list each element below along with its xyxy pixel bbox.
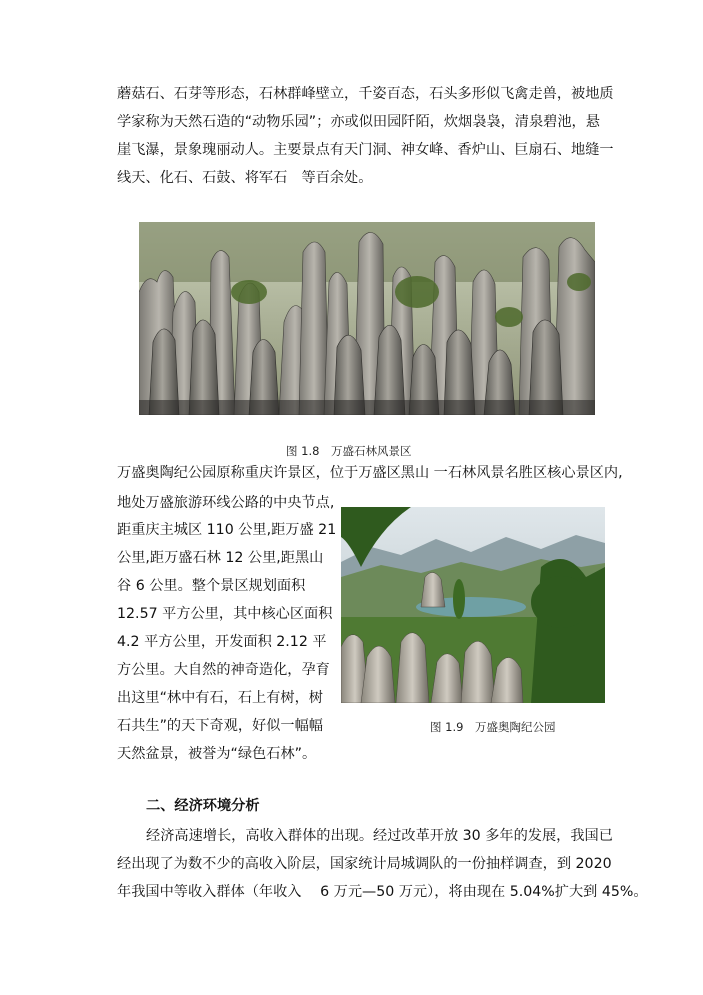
aotao-line-11: 天然盆景，被誉为“绿色石林”。 [117, 746, 317, 762]
aotao-line-9: 出这里“林中有石，石上有树，树 [117, 690, 323, 706]
aotao-line-8: 方公里。大自然的神奇造化，孕育 [117, 662, 330, 678]
figure-1-8-caption: 图 1.8 万盛石林风景区 [286, 444, 412, 458]
section-2-line-3: 年我国中等收入群体（年收入 6 万元—50 万元），将由现在 5.04%扩大到 45%。 [117, 884, 648, 900]
section-2-heading: 二、经济环境分析 [146, 798, 260, 814]
intro-line-3: 崖飞瀑，景象瑰丽动人。主要景点有天门洞、神女峰、香炉山、巨扇石、地缝一 [117, 142, 614, 158]
intro-line-1: 蘑菇石、石芽等形态，石林群峰壁立，千姿百态，石头多形似飞禽走兽，被地质 [117, 86, 614, 102]
aotao-line-7: 4.2 平方公里，开发面积 2.12 平 [117, 634, 327, 650]
aotao-line-2: 地处万盛旅游环线公路的中央节点, [117, 495, 335, 511]
section-2-line-2: 经出现了为数不少的高收入阶层，国家统计局城调队的一份抽样调查，到 2020 [117, 856, 612, 872]
intro-line-2: 学家称为天然石造的“动物乐园”；亦或似田园阡陌，炊烟袅袅，清泉碧池，悬 [117, 114, 600, 130]
aotao-line-6: 12.57 平方公里，其中核心区面积 [117, 606, 333, 622]
aotao-line-3: 距重庆主城区 110 公里,距万盛 21 [117, 522, 337, 538]
intro-line-4: 线天、化石、石鼓、将军石 等百余处。 [117, 170, 373, 186]
aotao-line-4: 公里,距万盛石林 12 公里,距黑山 [117, 550, 324, 566]
section-2-line-1: 经济高速增长，高收入群体的出现。经过改革开放 30 多年的发展，我国已 [146, 828, 613, 844]
aotao-line-10: 石共生”的天下奇观，好似一幅幅 [117, 718, 323, 734]
aotao-park-photo [341, 507, 605, 703]
figure-1-9-caption: 图 1.9 万盛奥陶纪公园 [430, 720, 556, 734]
aotao-line-5: 谷 6 公里。整个景区规划面积 [117, 578, 306, 594]
aotao-line-1: 万盛奥陶纪公园原称重庆许景区，位于万盛区黑山 一石林风景名胜区核心景区内, [117, 465, 623, 481]
stone-forest-photo [139, 222, 595, 415]
